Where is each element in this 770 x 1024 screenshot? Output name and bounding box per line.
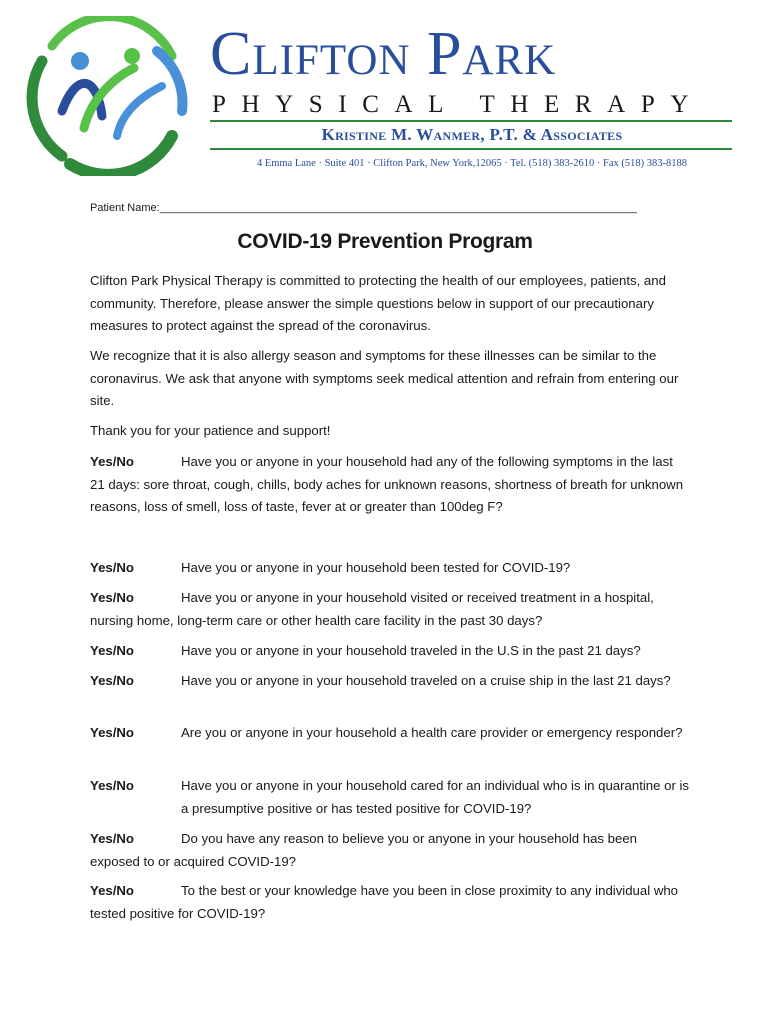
header-divider-bottom: [210, 148, 732, 150]
question-item: [90, 587, 690, 632]
document-title: COVID-19 Prevention Program: [237, 230, 533, 253]
question-text: Do you have any reason to believe you or anyone in your household has been exposed to or acquired COVID-19?: [90, 831, 638, 869]
question-text: Have you or anyone in your household visited or received treatment in a hospital, nursing home, long-term care or other health care facility in the past 30 days?: [90, 590, 654, 628]
intro-paragraph: Clifton Park Physical Therapy is committed to protecting the health of our employees, patients, and community. Therefore, please answer the simple questions below in support of our precautionary measures to protect against the spread of the coronavirus.: [90, 273, 666, 333]
question-item: [90, 557, 690, 580]
yes-no-answer[interactable]: Yes/No: [90, 831, 134, 846]
question-item: [90, 640, 690, 663]
question-item: [90, 828, 690, 873]
yes-no-answer[interactable]: Yes/No: [90, 560, 134, 575]
question-text: To the best or your knowledge have you been in close proximity to any individual who tested positive for COVID-19?: [90, 883, 679, 921]
intro-paragraph: We recognize that it is also allergy season and symptoms for these illnesses can be similar to the coronavirus. We ask that anyone with symptoms seek medical attention and refrain from entering our site.: [90, 348, 679, 408]
question-text: Have you or anyone in your household cared for an individual who is in quarantine or is a presumptive positive or has tested positive for COVID-19?: [181, 778, 690, 816]
question-text: Have you or anyone in your household traveled on a cruise ship in the last 21 days?: [181, 673, 671, 688]
clinic-logo: [22, 16, 190, 176]
question-text: Have you or anyone in your household been tested for COVID-19?: [181, 560, 571, 575]
yes-no-answer[interactable]: Yes/No: [90, 778, 134, 793]
brand-name: Clifton Park: [210, 20, 557, 88]
question-text: Are you or anyone in your household a health care provider or emergency responder?: [181, 725, 683, 740]
associates-line: Kristine M. Wanmer, P.T. & Associates: [321, 125, 623, 144]
question-item: [90, 670, 690, 693]
question-text: Have you or anyone in your household traveled in the U.S in the past 21 days?: [181, 643, 641, 658]
patient-name-field[interactable]: Patient Name:______________________________________________________________________________: [90, 202, 637, 214]
question-item: [90, 775, 690, 820]
brand-tagline: PHYSICAL THERAPY: [212, 91, 704, 118]
contact-info: 4 Emma Lane · Suite 401 · Clifton Park, New York,12065 · Tel. (518) 383-2610 · Fax (518) 383-8188: [256, 158, 688, 169]
header-divider-top: [210, 120, 732, 122]
question-item: [90, 880, 690, 925]
question-text: Have you or anyone in your household had any of the following symptoms in the last 21 days: sore throat, cough, chills, body aches for unknown reasons, shortness of breath for unknown reasons, loss of smell, loss of taste, fever at or greater than 100deg F?: [90, 454, 684, 514]
question-item: [90, 722, 690, 745]
yes-no-answer[interactable]: Yes/No: [90, 590, 134, 605]
yes-no-answer[interactable]: Yes/No: [90, 643, 134, 658]
yes-no-answer[interactable]: Yes/No: [90, 725, 134, 740]
yes-no-answer[interactable]: Yes/No: [90, 673, 134, 688]
intro-paragraph: Thank you for your patience and support!: [90, 423, 331, 438]
question-item: [90, 451, 690, 519]
yes-no-answer[interactable]: Yes/No: [90, 454, 134, 469]
yes-no-answer[interactable]: Yes/No: [90, 883, 134, 898]
